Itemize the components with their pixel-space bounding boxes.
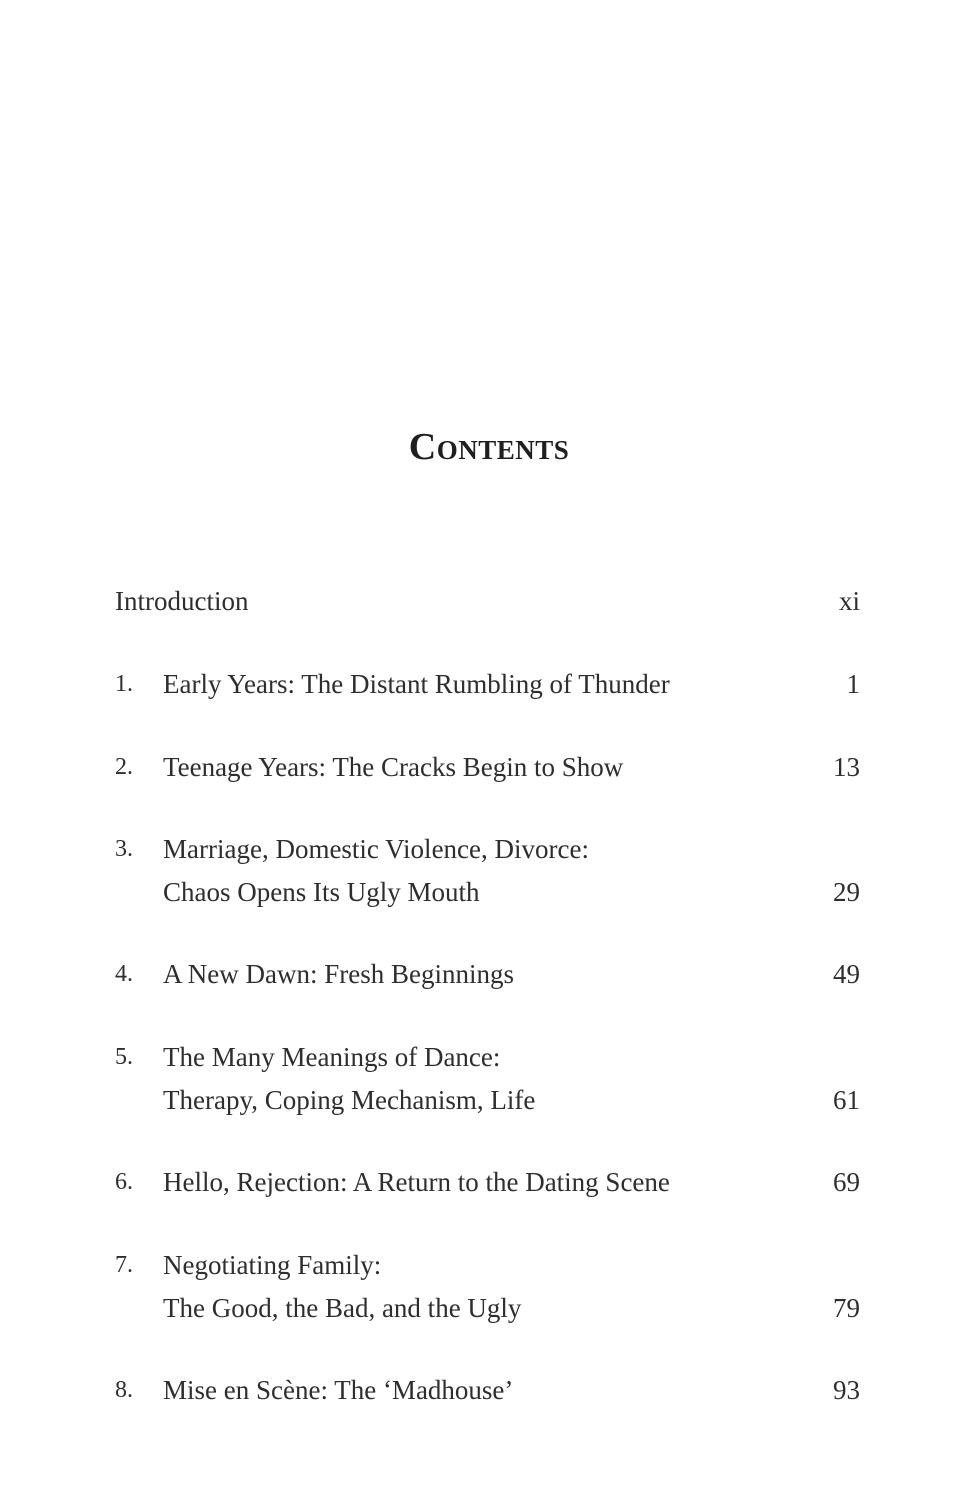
toc-entry-number: 2. <box>115 754 133 780</box>
toc-entry-title-line: Teenage Years: The Cracks Begin to Show <box>163 752 624 782</box>
contents-heading: Contents <box>408 426 570 468</box>
toc-entry-title-line: The Good, the Bad, and the Ugly <box>163 1293 522 1323</box>
toc-entry-title <box>163 1369 803 1412</box>
toc-entry-page: xi <box>838 586 860 616</box>
toc-entry-title <box>163 1161 803 1204</box>
toc-entry-number: 1. <box>115 671 133 697</box>
toc-entry-number: 3. <box>115 836 133 862</box>
toc-entry-page: 13 <box>833 752 860 782</box>
toc-entry-title <box>163 663 803 706</box>
toc-entry-page: 79 <box>833 1293 860 1323</box>
toc-entry-page: 1 <box>846 669 860 699</box>
toc-entry-title-line: Therapy, Coping Mechanism, Life <box>163 1085 536 1115</box>
toc-entry-title <box>163 1036 803 1122</box>
toc-entry-title-line: Chaos Opens Its Ugly Mouth <box>163 877 480 907</box>
toc-entry-page: 29 <box>833 877 860 907</box>
toc-entry-title-line: Early Years: The Distant Rumbling of Thunder <box>163 669 670 699</box>
toc-entry-page: 49 <box>833 959 860 989</box>
toc-entry-title-line: Negotiating Family: <box>163 1250 382 1280</box>
toc-entry-number: 4. <box>115 961 133 987</box>
toc-entry-title-line: A New Dawn: Fresh Beginnings <box>163 959 514 989</box>
toc-entry-number: 7. <box>115 1252 133 1278</box>
toc-entry-title-line: The Many Meanings of Dance: <box>163 1042 501 1072</box>
toc-entry-title-line: Marriage, Domestic Violence, Divorce: <box>163 834 589 864</box>
toc-entry-page: 61 <box>833 1085 860 1115</box>
toc-entry-number: 8. <box>115 1377 133 1403</box>
toc-entry-title-line: Mise en Scène: The ‘Madhouse’ <box>163 1375 514 1405</box>
toc-entry-title <box>163 953 803 996</box>
toc-entry-title-line: Introduction <box>115 586 249 616</box>
toc-entry-number: 5. <box>115 1044 133 1070</box>
toc-entry-page: 93 <box>833 1375 860 1405</box>
toc-entry-number: 6. <box>115 1169 133 1195</box>
toc-entry-title-line: Hello, Rejection: A Return to the Dating Scene <box>163 1167 670 1197</box>
toc-entry-page: 69 <box>833 1167 860 1197</box>
toc-entry-title <box>163 1244 803 1330</box>
toc-entry-title <box>163 828 803 914</box>
toc-entry-title <box>163 746 803 789</box>
toc-entry-title <box>115 580 755 623</box>
